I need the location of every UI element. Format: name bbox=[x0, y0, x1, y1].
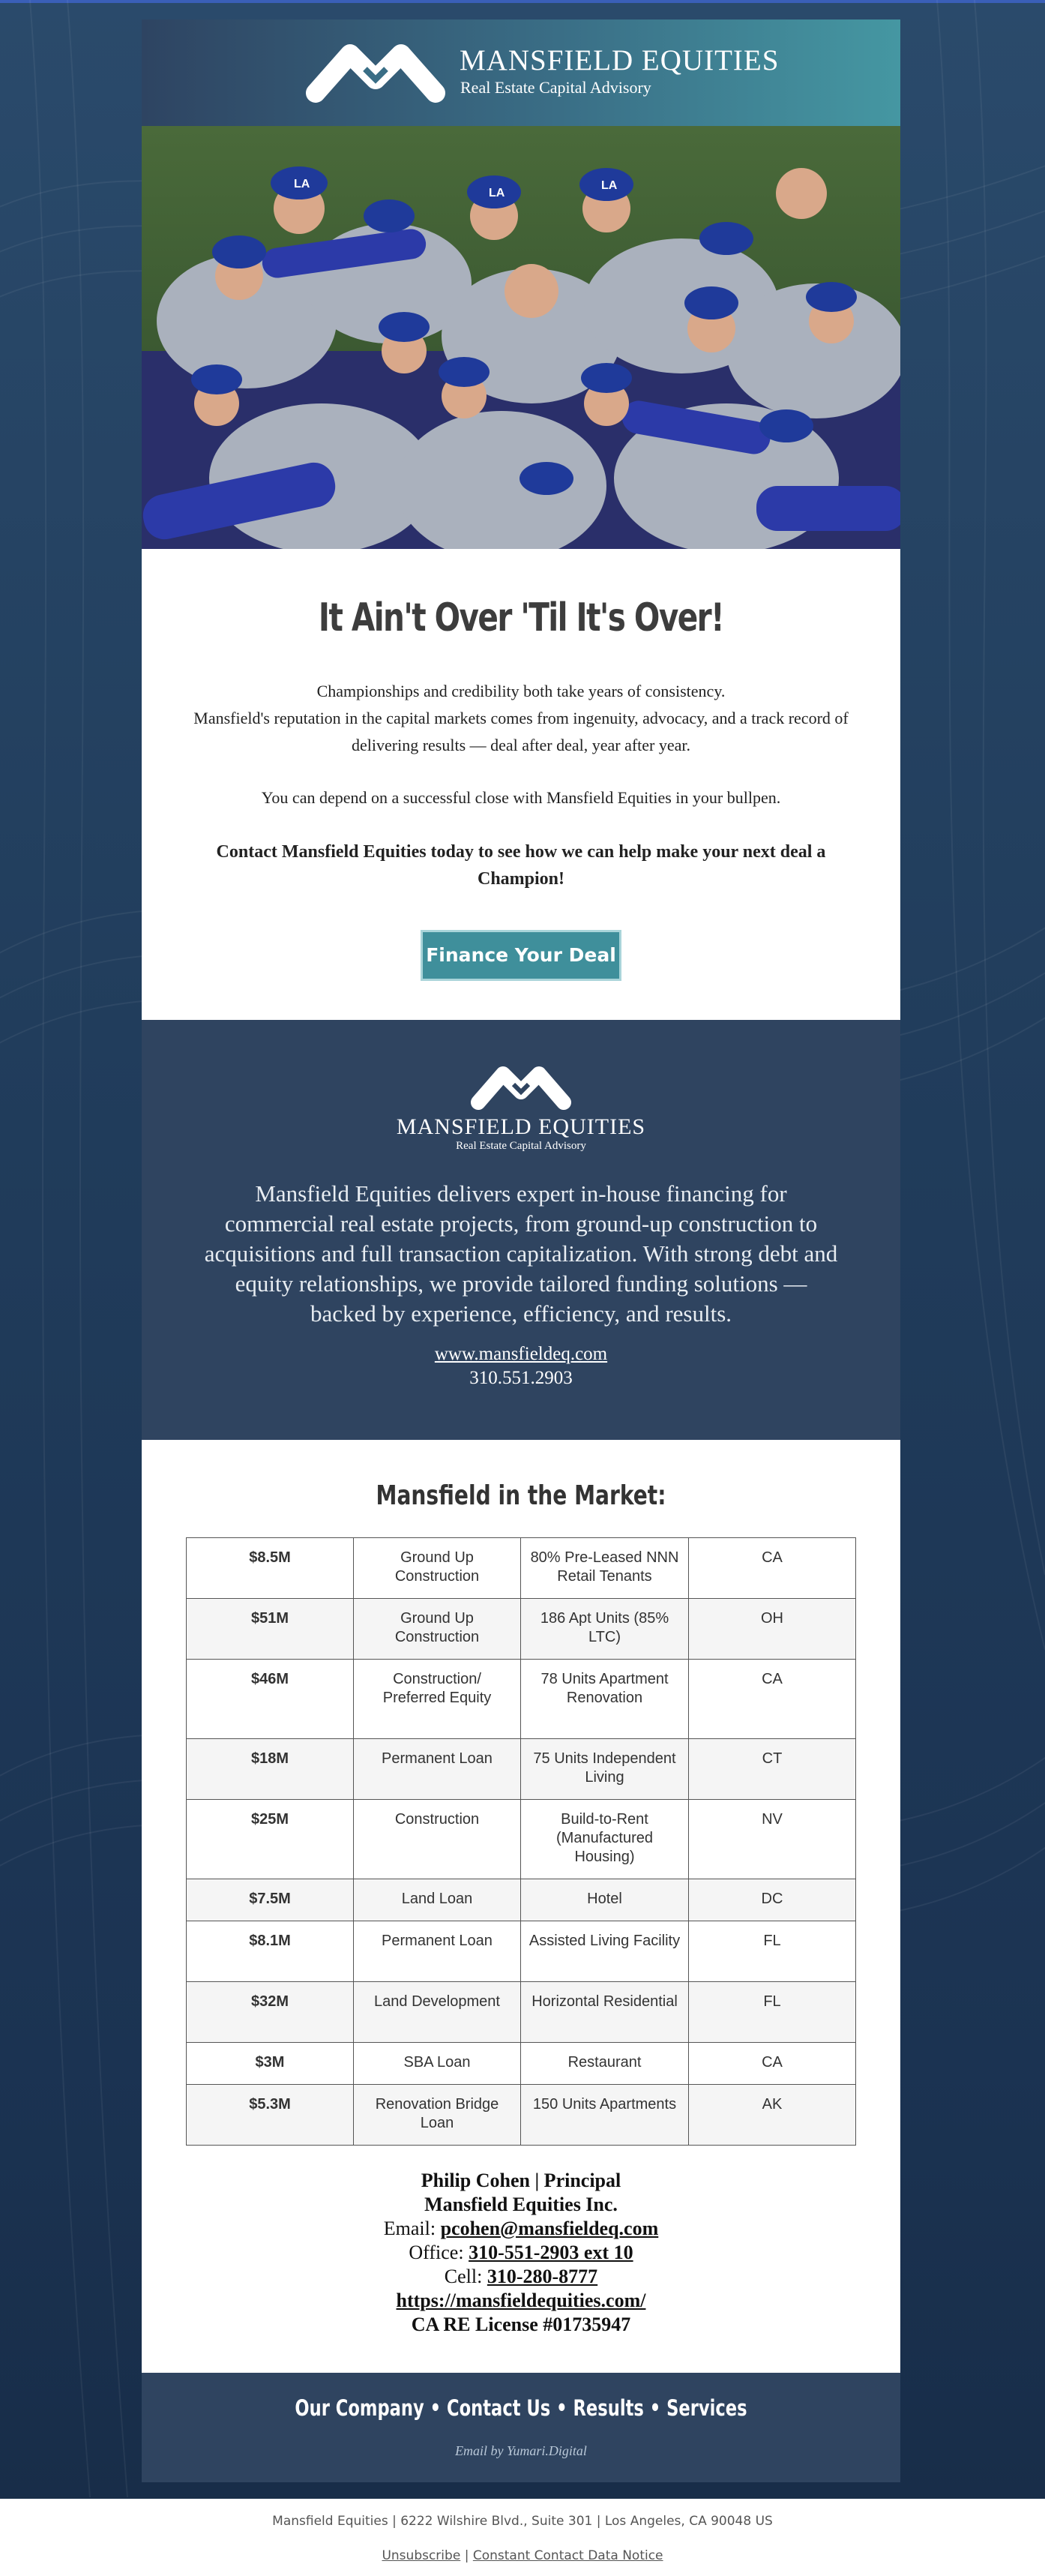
table-row bbox=[187, 1921, 856, 1982]
footer-divider: | bbox=[464, 2548, 469, 2563]
deal-property: Horizontal Residential bbox=[521, 1982, 689, 2043]
deal-property: 150 Units Apartments bbox=[521, 2085, 689, 2146]
svg-text:LA: LA bbox=[601, 179, 618, 192]
market-section bbox=[142, 1440, 900, 2373]
brand-tagline: Real Estate Capital Advisory bbox=[460, 78, 651, 97]
signature-email-line bbox=[142, 2217, 900, 2241]
svg-text:LA: LA bbox=[489, 187, 505, 199]
nav-separator: • bbox=[430, 2395, 442, 2421]
deal-type: SBA Loan bbox=[354, 2043, 521, 2085]
table-row bbox=[187, 1538, 856, 1599]
deal-state: CT bbox=[689, 1739, 856, 1800]
table-row bbox=[187, 1800, 856, 1879]
website-link[interactable]: www.mansfieldeq.com bbox=[434, 1344, 608, 1364]
deal-property: 80% Pre-Leased NNN Retail Tenants bbox=[521, 1538, 689, 1599]
cell-phone-link[interactable]: 310-280-8777 bbox=[487, 2266, 598, 2287]
deal-state: FL bbox=[689, 1921, 856, 1982]
deal-amount: $51M bbox=[187, 1599, 354, 1660]
footer-links bbox=[0, 2548, 1045, 2563]
email-link[interactable]: pcohen@mansfieldeq.com bbox=[440, 2218, 659, 2239]
deal-property: Hotel bbox=[521, 1879, 689, 1921]
office-label: Office: bbox=[409, 2242, 469, 2263]
footer-nav bbox=[142, 2373, 900, 2482]
deal-state: OH bbox=[689, 1599, 856, 1660]
unsubscribe-link[interactable]: Unsubscribe bbox=[382, 2548, 461, 2563]
deal-type: Ground Up Construction bbox=[354, 1538, 521, 1599]
deal-amount: $3M bbox=[187, 2043, 354, 2085]
email-header bbox=[142, 19, 900, 126]
signature-name-title: Philip Cohen | Principal bbox=[421, 2170, 621, 2191]
deal-amount: $8.5M bbox=[187, 1538, 354, 1599]
phone-number[interactable]: 310.551.2903 bbox=[469, 1368, 573, 1388]
message-section bbox=[142, 549, 900, 1020]
about-brand-tagline: Real Estate Capital Advisory bbox=[456, 1140, 586, 1152]
nav-separator: • bbox=[556, 2395, 567, 2421]
deal-type: Construction/ Preferred Equity bbox=[354, 1660, 521, 1739]
deal-amount: $7.5M bbox=[187, 1879, 354, 1921]
brand-name: MANSFIELD EQUITIES bbox=[460, 44, 780, 76]
nav-results[interactable]: Results bbox=[573, 2395, 644, 2421]
deals-table bbox=[186, 1537, 856, 2146]
nav-our-company[interactable]: Our Company bbox=[295, 2395, 424, 2421]
deal-amount: $18M bbox=[187, 1739, 354, 1800]
table-row bbox=[187, 1739, 856, 1800]
signature-company: Mansfield Equities Inc. bbox=[424, 2194, 618, 2215]
headline: It Ain't Over 'Til It's Over! bbox=[318, 595, 724, 640]
signature-website-link[interactable]: https://mansfieldequities.com/ bbox=[396, 2290, 646, 2311]
deal-state: FL bbox=[689, 1982, 856, 2043]
data-notice-link[interactable]: Constant Contact Data Notice bbox=[472, 2548, 663, 2563]
email-label: Email: bbox=[383, 2218, 441, 2239]
market-title: Mansfield in the Market: bbox=[376, 1480, 666, 1511]
baseball-team-celebration-photo-icon bbox=[142, 126, 900, 549]
contact-paragraph: Contact Mansfield Equities today to see how we can help make your next deal a Champion! bbox=[216, 842, 826, 889]
deal-amount: $5.3M bbox=[187, 2085, 354, 2146]
nav-separator: • bbox=[649, 2395, 661, 2421]
table-row bbox=[187, 1982, 856, 2043]
deal-amount: $32M bbox=[187, 1982, 354, 2043]
table-row bbox=[187, 2085, 856, 2146]
deal-type: Land Development bbox=[354, 1982, 521, 2043]
deal-state: CA bbox=[689, 2043, 856, 2085]
mansfield-logo-icon bbox=[469, 1063, 573, 1111]
bottom-footer bbox=[0, 2499, 1045, 2576]
company-address: Mansfield Equities | 6222 Wilshire Blvd., Suite 301 | Los Angeles, CA 90048 US bbox=[272, 2514, 773, 2529]
footer-nav-links bbox=[225, 2395, 816, 2421]
hero-image bbox=[142, 126, 900, 549]
deal-state: CA bbox=[689, 1660, 856, 1739]
deal-property: Build-to-Rent (Manufactured Housing) bbox=[521, 1800, 689, 1879]
email-credit: Email by Yumari.Digital bbox=[455, 2443, 587, 2458]
mansfield-logo-icon bbox=[305, 40, 446, 105]
deal-type: Permanent Loan bbox=[354, 1739, 521, 1800]
about-description: Mansfield Equities delivers expert in-house financing for commercial real estate projects, from ground-up construction to acquisitions and full transaction capitalization. With strong debt and equity relationships, we provide tailored funding solutions — backed by experience, efficiency, and results. bbox=[204, 1180, 838, 1327]
signature-block bbox=[142, 2169, 900, 2337]
deal-type: Construction bbox=[354, 1800, 521, 1879]
deal-type: Renovation Bridge Loan bbox=[354, 2085, 521, 2146]
bullpen-paragraph: You can depend on a successful close with Mansfield Equities in your bullpen. bbox=[261, 788, 781, 807]
deal-state: NV bbox=[689, 1800, 856, 1879]
nav-services[interactable]: Services bbox=[666, 2395, 747, 2421]
deal-property: 75 Units Independent Living bbox=[521, 1739, 689, 1800]
deal-state: DC bbox=[689, 1879, 856, 1921]
table-row bbox=[187, 2043, 856, 2085]
table-row bbox=[187, 1660, 856, 1739]
intro-paragraph bbox=[187, 678, 855, 759]
signature-office-line bbox=[142, 2241, 900, 2265]
deal-property: Assisted Living Facility bbox=[521, 1921, 689, 1982]
about-brand-name: MANSFIELD EQUITIES bbox=[396, 1114, 646, 1139]
deal-state: AK bbox=[689, 2085, 856, 2146]
about-section bbox=[142, 1020, 900, 1440]
deal-amount: $8.1M bbox=[187, 1921, 354, 1982]
deal-property: 186 Apt Units (85% LTC) bbox=[521, 1599, 689, 1660]
deal-property: 78 Units Apartment Renovation bbox=[521, 1660, 689, 1739]
intro-line-2: Mansfield's reputation in the capital markets comes from ingenuity, advocacy, and a track record of delivering results — deal after deal, year after year. bbox=[193, 709, 849, 754]
deal-state: CA bbox=[689, 1538, 856, 1599]
svg-text:LA: LA bbox=[294, 178, 310, 190]
deal-amount: $25M bbox=[187, 1800, 354, 1879]
table-row bbox=[187, 1599, 856, 1660]
intro-line-1: Championships and credibility both take years of consistency. bbox=[316, 682, 726, 700]
deal-type: Ground Up Construction bbox=[354, 1599, 521, 1660]
finance-your-deal-button[interactable]: Finance Your Deal bbox=[421, 930, 621, 981]
deal-type: Land Loan bbox=[354, 1879, 521, 1921]
cell-label: Cell: bbox=[444, 2266, 487, 2287]
deal-amount: $46M bbox=[187, 1660, 354, 1739]
signature-license: CA RE License #01735947 bbox=[411, 2314, 631, 2335]
nav-contact-us[interactable]: Contact Us bbox=[447, 2395, 551, 2421]
table-row bbox=[187, 1879, 856, 1921]
signature-cell-line bbox=[142, 2265, 900, 2289]
office-phone-link[interactable]: 310-551-2903 ext 10 bbox=[469, 2242, 633, 2263]
deal-property: Restaurant bbox=[521, 2043, 689, 2085]
deal-type: Permanent Loan bbox=[354, 1921, 521, 1982]
